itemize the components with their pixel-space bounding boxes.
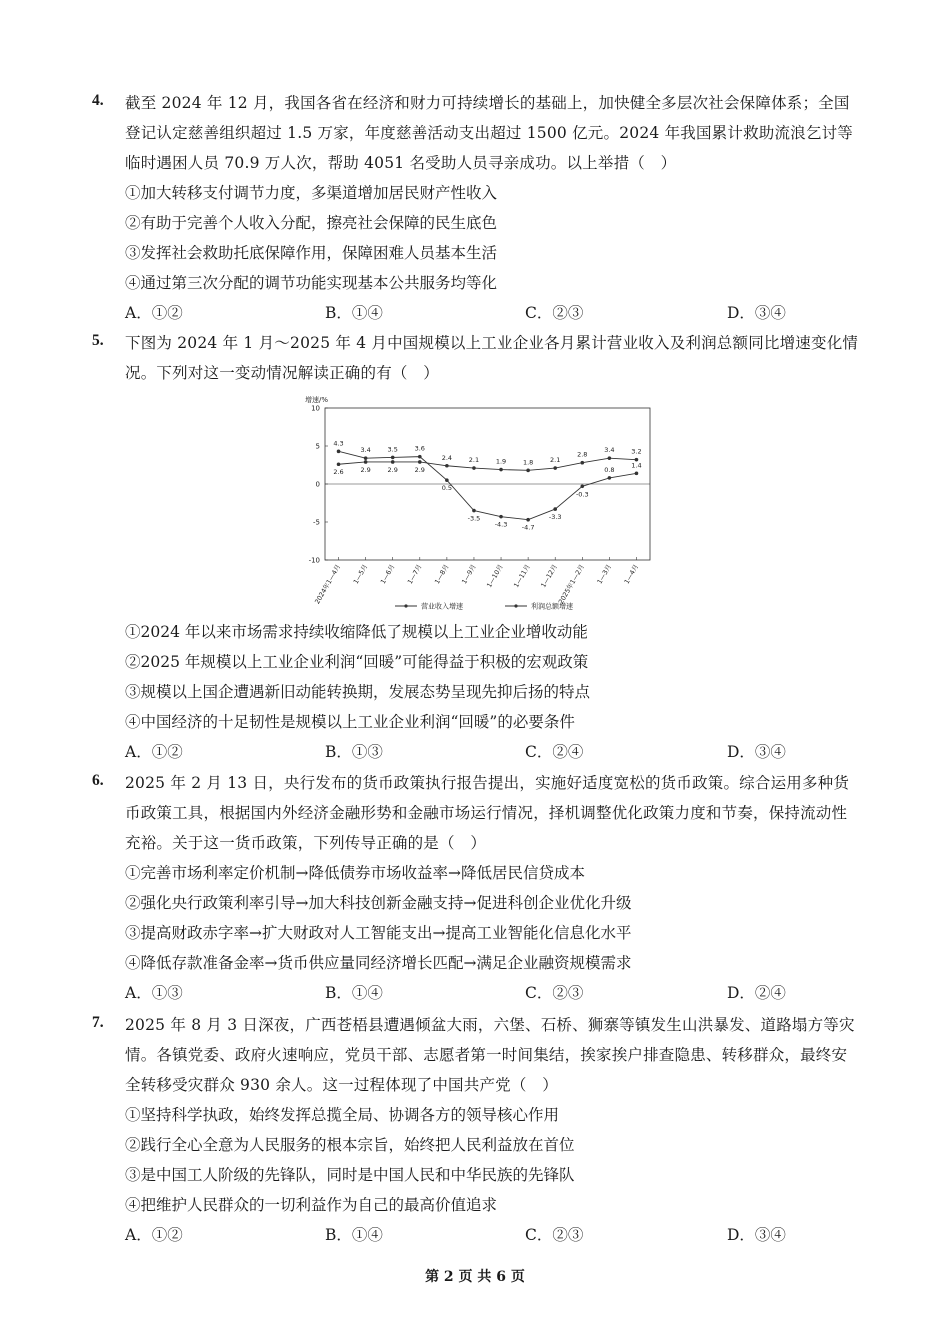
data-label: -3.3 xyxy=(548,513,562,522)
y-tick-label: 10 xyxy=(311,404,320,413)
choice-a[interactable]: A．①② xyxy=(125,304,183,322)
data-point xyxy=(635,472,639,476)
y-tick-label: 5 xyxy=(315,442,320,451)
choice-a[interactable]: A．①② xyxy=(125,1226,183,1244)
data-label: 3.6 xyxy=(414,444,425,453)
data-label: 2.6 xyxy=(333,468,344,477)
data-label: -0.3 xyxy=(575,490,589,499)
data-point xyxy=(445,464,449,468)
data-point xyxy=(553,466,557,470)
data-label: 2.1 xyxy=(550,456,561,465)
question-stem: 2025 年 2 月 13 日，央行发布的货币政策执行报告提出，实施好适度宽松的货币政策。综合运用多种货币政策工具，根据国内外经济金融形势和金融市场运行情况，择机调整优化政策力度和节奏，保持流动性充裕。关于这一货币政策，下列传导正确的是（ ） xyxy=(125,774,850,852)
data-point xyxy=(391,456,395,460)
data-point xyxy=(337,462,341,466)
choice-c[interactable]: C．②③ xyxy=(525,1226,584,1244)
data-label: 2.8 xyxy=(577,450,588,459)
y-tick-label: 0 xyxy=(315,480,320,489)
statement-3: ③是中国工人阶级的先锋队，同时是中国人民和中华民族的先锋队 xyxy=(125,1166,575,1184)
data-label: 1.8 xyxy=(522,458,534,467)
data-label: -4.3 xyxy=(494,520,508,529)
data-point xyxy=(418,455,422,459)
legend-label: 营业收入增速 xyxy=(421,602,463,611)
data-label: 1.4 xyxy=(631,461,642,470)
data-label: 2.9 xyxy=(414,465,425,474)
data-point xyxy=(391,460,395,464)
choice-d[interactable]: D．③④ xyxy=(727,1226,786,1244)
data-label: 3.5 xyxy=(387,445,398,454)
statement-1: ①2024 年以来市场需求持续收缩降低了规模以上工业企业增收动能 xyxy=(125,623,588,641)
statement-2: ②强化央行政策利率引导→加大科技创新金融支持→促进科创企业优化升级 xyxy=(125,894,632,912)
y-tick-label: -5 xyxy=(313,518,320,527)
choice-d[interactable]: D．③④ xyxy=(727,743,786,761)
data-point xyxy=(553,507,557,511)
data-label: 0.8 xyxy=(604,465,615,474)
choice-b[interactable]: B．①③ xyxy=(325,743,383,761)
statement-1: ①完善市场利率定价机制→降低债券市场收益率→降低居民信贷成本 xyxy=(125,864,585,882)
x-tick-label: 1—8月 xyxy=(433,563,451,586)
data-point xyxy=(337,450,341,454)
series-line-revenue xyxy=(339,458,637,470)
data-point xyxy=(608,456,612,460)
x-tick-label: 1—6月 xyxy=(378,563,397,586)
statement-3: ③规模以上国企遭遇新旧动能转换期，发展态势呈现先抑后扬的特点 xyxy=(125,683,591,701)
x-tick-label: 2024年1—4月 xyxy=(313,563,343,606)
data-point xyxy=(580,484,584,488)
data-point xyxy=(364,460,368,464)
data-point xyxy=(608,476,612,480)
question-number: 4. xyxy=(92,92,104,109)
data-point xyxy=(472,509,476,513)
x-tick-label: 1—5月 xyxy=(351,563,370,586)
data-point xyxy=(445,478,449,482)
page-footer: 第 2 页 共 6 页 xyxy=(425,1269,525,1285)
choice-d[interactable]: D．②④ xyxy=(727,984,786,1002)
data-label: 2.4 xyxy=(441,453,453,462)
statement-3: ③提高财政赤字率→扩大财政对人工智能支出→提高工业智能化信息化水平 xyxy=(125,924,632,942)
data-label: -4.7 xyxy=(521,523,535,532)
data-label: 2.1 xyxy=(468,456,480,465)
data-point xyxy=(526,469,530,473)
y-tick-label: -10 xyxy=(308,556,320,565)
data-label: 0.5 xyxy=(441,484,453,493)
statement-4: ④中国经济的十足韧性是规模以上工业企业利润“回暖”的必要条件 xyxy=(125,713,575,731)
growth-line-chart xyxy=(295,392,665,614)
statement-1: ①加大转移支付调节力度，多渠道增加居民财产性收入 xyxy=(125,184,498,202)
statement-4: ④降低存款准备金率→货币供应量同经济增长匹配→满足企业融资规模需求 xyxy=(125,954,632,972)
choice-c[interactable]: C．②④ xyxy=(525,743,584,761)
statement-3: ③发挥社会救助托底保障作用，保障困难人员基本生活 xyxy=(125,244,498,262)
choice-c[interactable]: C．②③ xyxy=(525,304,584,322)
legend-marker xyxy=(404,604,407,607)
data-point xyxy=(499,515,503,519)
x-tick-label: 1—4月 xyxy=(622,563,641,586)
y-axis-label: 增速/% xyxy=(305,396,329,404)
statement-2: ②践行全心全意为人民服务的根本宗旨，始终把人民利益放在首位 xyxy=(125,1136,575,1154)
data-label: 2.9 xyxy=(360,465,371,474)
legend-marker xyxy=(514,604,517,607)
question-number: 5. xyxy=(92,332,104,349)
data-label: 3.2 xyxy=(631,447,642,456)
choice-d[interactable]: D．③④ xyxy=(727,304,786,322)
answer-choices xyxy=(125,298,865,328)
data-point xyxy=(472,466,476,470)
x-tick-label: 1—3月 xyxy=(595,563,614,586)
question-stem: 2025 年 8 月 3 日深夜，广西苍梧县遭遇倾盆大雨，六堡、石桥、狮寨等镇发生山洪暴发、道路塌方等灾情。各镇党委、政府火速响应，党员干部、志愿者第一时间集结，挨家挨户排查隐患、转移群众，最终安全转移受灾群众 930 余人。这一过程体现了中国共产党（ ） xyxy=(125,1016,855,1094)
question-stem: 截至 2024 年 12 月，我国各省在经济和财力可持续增长的基础上，加快健全多层次社会保障体系；全国登记认定慈善组织超过 1.5 万家，年度慈善活动支出超过 1500 亿元。2024 年我国累计救助流浪乞讨等临时遇困人员 70.9 万人次，帮助 4051 名受助人员寻亲成功。以上举措（ ） xyxy=(125,94,853,172)
chart-axes xyxy=(305,395,650,605)
choice-b[interactable]: B．①④ xyxy=(325,984,383,1002)
choice-c[interactable]: C．②③ xyxy=(525,984,584,1002)
data-label: 3.4 xyxy=(360,446,371,455)
answer-choices xyxy=(125,737,865,767)
x-tick-label: 1—12月 xyxy=(539,563,559,590)
statement-2: ②有助于完善个人收入分配，擦亮社会保障的民生底色 xyxy=(125,214,498,232)
question-number: 6. xyxy=(92,772,104,789)
question-number: 7. xyxy=(92,1014,104,1031)
choice-b[interactable]: B．①④ xyxy=(325,304,383,322)
statement-4: ④把维护人民群众的一切利益作为自己的最高价值追求 xyxy=(125,1196,498,1214)
x-tick-label: 2025年1—2月 xyxy=(556,563,587,606)
data-label: -3.5 xyxy=(467,514,481,523)
answer-choices xyxy=(125,1220,865,1250)
data-label: 4.3 xyxy=(333,439,344,448)
data-label: 1.9 xyxy=(495,457,507,466)
data-point xyxy=(364,456,368,460)
statement-4: ④通过第三次分配的调节功能实现基本公共服务均等化 xyxy=(125,274,498,292)
choice-a[interactable]: A．①② xyxy=(125,743,183,761)
x-tick-label: 1—10月 xyxy=(485,563,505,590)
x-tick-label: 1—11月 xyxy=(512,563,532,590)
x-tick-label: 1—7月 xyxy=(405,563,424,586)
statement-2: ②2025 年规模以上工业企业利润“回暖”可能得益于积极的宏观政策 xyxy=(125,653,589,671)
data-label: 2.9 xyxy=(387,465,398,474)
choice-a[interactable]: A．①③ xyxy=(125,984,183,1002)
question-stem: 下图为 2024 年 1 月～2025 年 4 月中国规模以上工业企业各月累计营业收入及利润总额同比增速变化情况。下列对这一变动情况解读正确的有（ ） xyxy=(125,334,859,382)
data-point xyxy=(418,460,422,464)
data-point xyxy=(580,461,584,465)
choice-b[interactable]: B．①④ xyxy=(325,1226,383,1244)
answer-choices xyxy=(125,978,865,1008)
x-tick-label: 1—9月 xyxy=(460,563,478,586)
data-point xyxy=(526,518,530,522)
data-point xyxy=(499,468,503,472)
data-label: 3.4 xyxy=(604,446,615,455)
statement-1: ①坚持科学执政，始终发挥总揽全局、协调各方的领导核心作用 xyxy=(125,1106,560,1124)
legend-label: 利润总额增速 xyxy=(531,602,573,611)
